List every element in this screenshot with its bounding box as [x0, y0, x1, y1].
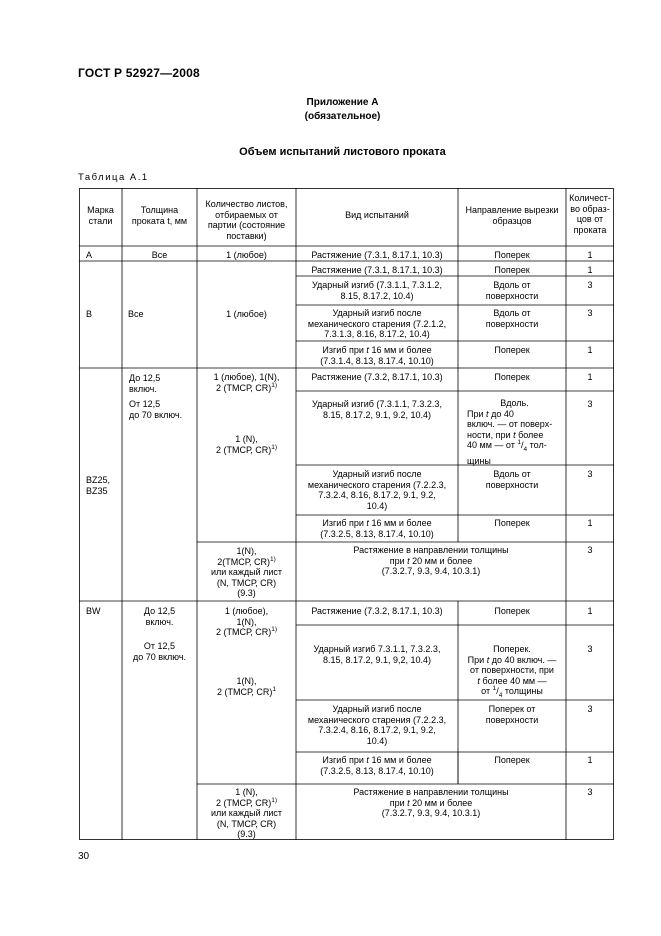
test-bw-bend [296, 755, 458, 776]
line [299, 755, 455, 766]
line [461, 665, 563, 676]
line: Растяжение в направлении толщины [353, 545, 509, 555]
thickness-a: Все [151, 250, 168, 260]
count-bw-impact: 3 [587, 644, 593, 654]
line: (7.3.2.5, 8.13, 8.17.4, 10.10) [320, 765, 434, 776]
text: 2 (ТМСР, CR) [217, 686, 273, 697]
test-bw-aged [296, 704, 458, 746]
grade-a: А [86, 250, 93, 260]
col-header-grade: Марка стали [87, 205, 114, 226]
thickness-bw-from [122, 641, 197, 662]
line: 8.15, 8.17.2, 10.4) [340, 290, 414, 301]
line: механического старения (7.2.2.3, [307, 714, 447, 725]
sheets-b: 1 (любое) [226, 309, 267, 319]
line: Вдоль от [493, 469, 531, 479]
grade-bw: BW [86, 606, 101, 616]
thickness-bz-upto [126, 373, 196, 394]
tests-table [79, 188, 614, 840]
direction-b-impact [458, 280, 566, 301]
line [299, 556, 563, 567]
line: поверхности [485, 479, 539, 490]
grade-bz [83, 475, 123, 496]
line: 7.3.2.4, 8.16, 8.17.2, 9.1, 9.2, [318, 490, 436, 501]
count-bz-aged: 3 [587, 469, 593, 479]
text: 16 мм и более [371, 345, 432, 355]
line [299, 345, 455, 356]
footnote-mark: 1 [272, 685, 276, 693]
line: 1(N), [236, 546, 257, 556]
test-a: Растяжение (7.3.1, 8.17.1, 10.3) [311, 250, 443, 260]
line: от $^1/_4$ толщины [481, 685, 543, 700]
line: (9.3) [237, 829, 256, 840]
text: при [389, 797, 405, 808]
line: Поперек от [488, 704, 536, 714]
text: от поверхности, при [470, 665, 554, 676]
line: включ. — от поверх- [467, 419, 553, 430]
line [200, 557, 293, 568]
direction-bw-aged [458, 704, 566, 725]
text: t [366, 755, 369, 765]
line: 1(N), [236, 676, 257, 686]
text: при [389, 555, 405, 566]
line: От 12,5 [129, 399, 161, 409]
line: механического старения (7.2.1.2, [307, 318, 447, 329]
test-bz-through-thickness [296, 545, 566, 577]
direction-b-aged [458, 308, 566, 329]
grade-b: В [86, 309, 93, 319]
line: Ударный изгиб (7.3.1.1, 7.3.2.3, [312, 399, 442, 409]
line [467, 430, 562, 441]
test-b-impact [296, 280, 458, 301]
line: щины [467, 455, 491, 466]
direction-b-bend: Поперек [494, 345, 530, 355]
count-b-tension: 1 [587, 265, 593, 275]
text: 20 мм и более [412, 555, 473, 566]
line [461, 655, 563, 666]
line: BZ35 [86, 485, 108, 496]
text: t [486, 654, 490, 665]
sheets-bw-3 [197, 787, 296, 840]
line: 1 (N), [235, 787, 258, 797]
direction-bz-impact [461, 398, 565, 466]
line [200, 687, 293, 698]
line: 7.3.1.3, 8.16, 8.17.2, 10.4) [324, 329, 430, 340]
sheets-bz-1 [197, 372, 296, 393]
direction-bw-bend: Поперек [494, 755, 530, 765]
annex-heading [0, 96, 661, 124]
text: толщины [504, 686, 543, 697]
text: 1 [492, 685, 497, 693]
footnote-mark: 1) [271, 443, 278, 451]
line: От 12,5 [143, 641, 176, 651]
thickness-bz-from [126, 399, 196, 420]
thickness-bw-upto [122, 606, 197, 627]
line: 40 мм — от $^1/_4$ тол- [467, 439, 547, 454]
count-bw-tension: 1 [587, 606, 593, 616]
text: более 40 мм — [482, 675, 547, 686]
text: 4 [523, 446, 528, 454]
line [461, 676, 563, 687]
test-bz-bend [296, 518, 458, 539]
line: До 12,5 [143, 606, 176, 616]
text: 2(ТМСР, CR) [217, 556, 270, 567]
text: 16 мм и более [371, 755, 432, 765]
count-b-bend: 1 [587, 345, 593, 355]
test-bw-impact [296, 644, 458, 665]
text: Изгиб при [322, 755, 364, 765]
line: включ. [129, 383, 157, 394]
line: 10.4) [366, 500, 388, 511]
text: ности, при [467, 429, 511, 440]
line: 7.3.2.4, 8.16, 8.17.2, 9.1, 9.2, [318, 725, 436, 736]
line: 1(N), [236, 616, 257, 627]
count-bz-bend: 1 [587, 518, 593, 528]
sheets-bw-2 [197, 676, 296, 697]
text: При [467, 654, 485, 665]
direction-bz-bend: Поперек [494, 518, 530, 528]
count-b-impact: 3 [587, 280, 593, 290]
direction-b-tension: Поперек [494, 265, 530, 275]
text: 4 [498, 692, 503, 700]
col-header-test-type: Вид испытаний [345, 210, 409, 220]
text: 2 (ТМСР, CR) [215, 627, 272, 638]
line: BZ25, [86, 475, 111, 485]
line: Вдоль. [500, 398, 529, 408]
test-b-tension: Растяжение (7.3.1, 8.17.1, 10.3) [311, 265, 443, 275]
line: Ударный изгиб 7.3.1.1, 7.3.2.3, [313, 644, 441, 654]
line: До 12,5 [129, 373, 161, 383]
test-bw-tension: Растяжение (7.3.2, 8.17.1, 10.3) [311, 606, 443, 616]
footnote-mark: 1) [270, 555, 276, 563]
line: Растяжение в направлении толщины [353, 787, 509, 797]
test-bz-impact [296, 399, 458, 420]
text: тол- [529, 440, 547, 451]
line: (7.3.2.7, 9.3, 9.4, 10.3.1) [381, 566, 481, 577]
text: Изгиб при [322, 518, 364, 528]
line: (7.3.2.5, 8.13, 8.17.4, 10.10) [320, 528, 434, 539]
sheets-a: 1 (любое) [226, 250, 267, 260]
line: или каждый лист [210, 567, 283, 578]
count-bw-bend: 1 [587, 755, 593, 765]
direction-bz-aged [458, 469, 566, 490]
document-code: ГОСТ Р 52927—2008 [78, 66, 200, 80]
footnote-mark: 1) [271, 796, 278, 804]
text: Изгиб при [322, 345, 364, 355]
line: Ударный изгиб после [332, 704, 422, 714]
line [200, 798, 293, 809]
count-bz-through-thickness: 3 [587, 545, 593, 555]
line [299, 798, 563, 809]
line: поверхности [485, 714, 539, 725]
line [299, 518, 455, 529]
annex-name: Приложение А [306, 97, 379, 108]
line: Ударный изгиб после [332, 308, 422, 318]
line: 1 (любое), 1(N), [213, 372, 280, 382]
text: 2 (ТМСР, CR) [215, 382, 272, 393]
test-bw-through-thickness [296, 787, 566, 819]
count-bw-aged: 3 [587, 704, 593, 714]
text: t [366, 518, 369, 528]
line [467, 409, 562, 420]
line [200, 627, 293, 638]
table-caption: Таблица А.1 [78, 172, 149, 183]
line: 10.4) [366, 735, 388, 746]
line: 8.15, 8.17.2, 9.1, 9,2, 10.4) [322, 654, 432, 665]
test-bz-tension: Растяжение (7.3.2, 8.17.1, 10.3) [311, 372, 443, 382]
line: Вдоль от [493, 308, 531, 318]
line: или каждый лист [210, 808, 283, 819]
text: 40 мм — от [467, 440, 515, 451]
sheets-bz-2 [197, 434, 296, 455]
test-b-bend [296, 345, 458, 366]
line: (7.3.2.7, 9.3, 9.4, 10.3.1) [381, 808, 481, 819]
count-bw-through-thickness: 3 [587, 787, 593, 797]
line: (N, ТМСР, CR) [216, 577, 277, 588]
line: Поперек. [493, 644, 531, 654]
col-header-thickness: Толщина проката t, мм [131, 205, 188, 226]
thickness-b: Все [128, 309, 144, 319]
line: поверхности [485, 290, 539, 301]
text: t [513, 429, 516, 440]
line: до 70 включ. [129, 409, 183, 420]
count-a: 1 [587, 250, 593, 260]
col-header-count: Количество образцов от проката [569, 193, 611, 235]
line: включ. [145, 616, 174, 627]
direction-a: Поперек [494, 250, 530, 260]
line: 1 (любое), [224, 606, 269, 616]
line: Ударный изгиб после [332, 469, 422, 479]
count-b-aged: 3 [587, 308, 593, 318]
test-b-aged [296, 308, 458, 340]
sheets-bz-3 [197, 546, 296, 599]
line: (7.3.1.4, 8.13, 8.17.4, 10.10) [320, 355, 434, 366]
text: 20 мм и более [412, 797, 473, 808]
line: 1 (N), [235, 434, 258, 444]
text: 16 мм и более [371, 518, 432, 528]
text: 1 [517, 439, 521, 447]
line [200, 445, 293, 456]
test-bz-aged [296, 469, 458, 511]
page-number: 30 [78, 851, 90, 862]
line: механического старения (7.2.2.3, [307, 479, 447, 490]
text: от [481, 686, 491, 697]
annex-status: (обязательное) [304, 111, 381, 122]
text: до 40 включ. — [491, 654, 557, 665]
line: Вдоль от [493, 280, 531, 290]
direction-bw-tension: Поперек [494, 606, 530, 616]
text: 2 (ТМСР, CR) [215, 444, 272, 455]
sheets-bw-1 [197, 606, 296, 638]
text: 2 (ТМСР, CR) [215, 797, 272, 808]
line: (9.3) [237, 588, 256, 599]
direction-bz-tension: Поперек [494, 372, 530, 382]
footnote-mark: 1) [271, 626, 278, 634]
footnote-mark: 1) [271, 381, 278, 389]
count-bz-tension: 1 [587, 372, 593, 382]
col-header-direction: Направление вырезки образцов [465, 205, 559, 226]
line: (N, ТМСР, CR) [216, 818, 277, 829]
text: t [477, 675, 480, 686]
text: до 40 [491, 408, 514, 419]
direction-bw-impact [458, 644, 566, 702]
text: t [407, 797, 410, 808]
text: t [486, 408, 489, 419]
line [200, 383, 293, 394]
line: поверхности [485, 318, 539, 329]
line: до 70 включ. [132, 651, 187, 662]
text: t [407, 555, 410, 566]
text: t [366, 345, 369, 355]
count-bz-impact: 3 [587, 399, 593, 409]
text: более [518, 429, 544, 440]
line: 8.15, 8.17.2, 9.1, 9.2, 10.4) [322, 409, 432, 420]
page-title: Объем испытаний листового проката [239, 146, 446, 158]
text: При [467, 408, 484, 419]
col-header-sheets: Количество листов, отбираемых от партии (состояние поставки) [205, 199, 288, 241]
line: Ударный изгиб (7.3.1.1, 7.3.1.2, [312, 280, 442, 290]
